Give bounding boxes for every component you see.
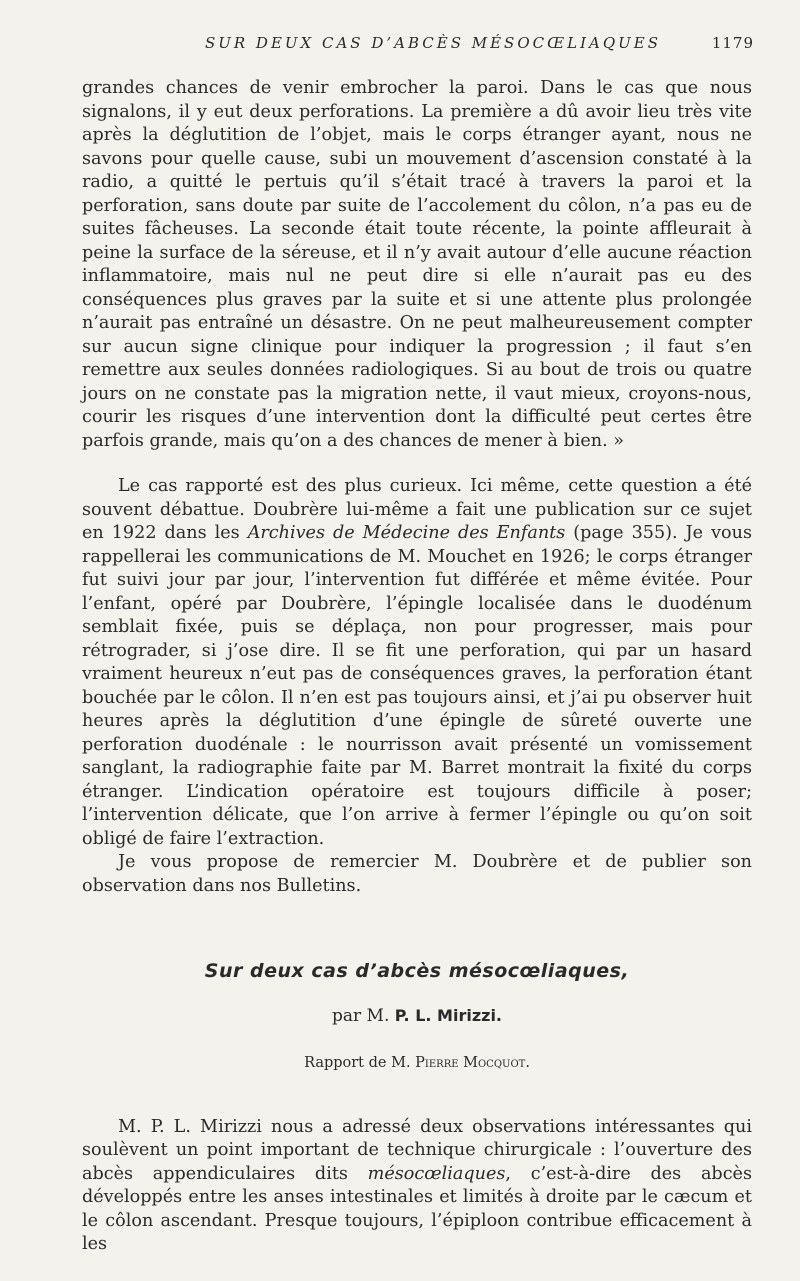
running-title: SUR DEUX CAS D’ABCÈS MÉSOCŒLIAQUES bbox=[204, 34, 662, 52]
body-text bbox=[82, 77, 752, 1257]
article-body-part-2: , c’est-à-dire des abcès développés entre les anses intestinales et limités à droite par le cæcum et le côlon ascendant. Presque toujours, l’épiploon contribue efficacement à les bbox=[82, 1163, 752, 1254]
paragraph-commentary-part-1: Le cas rapporté est des plus curieux. Ici même, cette question a été souvent débattue. Doubrère lui-même a fait une publication sur ce sujet en 1922 dans les bbox=[82, 476, 752, 543]
article-byline bbox=[82, 1004, 752, 1029]
rapport-line bbox=[82, 1052, 752, 1076]
author-name: P. L. Mirizzi. bbox=[394, 1005, 502, 1025]
journal-title: Archives de Médecine des Enfants bbox=[247, 523, 566, 543]
italic-term: mésocœliaques bbox=[367, 1163, 506, 1184]
rapport-prefix: Rapport de M. bbox=[304, 1055, 416, 1071]
article-body-part-1: M. P. L. Mirizzi nous a adressé deux observations intéressantes qui soulèvent un point important de technique chirurgicale : l’ouverture des abcès appendiculaires dits bbox=[82, 1116, 752, 1184]
paragraph-continuation: grandes chances de venir embrocher la paroi. Dans le cas que nous signalons, il y eut deux perforations. La première a dû avoir lieu très vite après la déglutition de l’objet, mais le corps étranger ayant, nous ne savons pour quelle cause, subi un mouvement d’ascension constaté à la radio, a quitté le pertuis qu’il s’était tracé à travers la paroi et la perforation, sans doute par suite de l’accolement du côlon, n’a pas eu de suites fâcheuses. La seconde était toute récente, la pointe affleurait à peine la surface de la séreuse, et il n’y avait autour d’elle aucune réaction inflammatoire, mais nul ne peut dire si elle n’aurait pas eu des conséquences plus graves par la suite et si une attente plus prolongée n’aurait pas entraîné un désastre. On ne peut malheureusement compter sur aucun signe clinique pour indiquer la progression ; il faut s’en remettre aux seules données radiologiques. Si au bout de trois ou quatre jours on ne constate pas la migration nette, il vaut mieux, croyons-nous, courir les risques d’une intervention dont la difficulté peut certes être parfois grande, mais qu’on a des chances de mener à bien. » bbox=[82, 78, 752, 451]
paragraph-commentary-part-2: (page 355). Je vous rappellerai les communications de M. Mouchet en 1926; le corps étranger fut suivi jour par jour, l’intervention fut différée et même évitée. Pour l’enfant, opéré par Doubrère, l’épingle localisée dans le duodénum semblait fixée, puis se déplaça, non pour progresser, mais pour rétrograder, si j’ose dire. Il se fit une perforation, qui par un hasard vraiment heureux n’eut pas de conséquences graves, la perforation étant bouchée par le côlon. Il n’en est pas toujours ainsi, et j’ai pu observer huit heures après la déglutition d’une épingle de sûreté ouverte une perforation duodénale : le nourrisson avait présenté un vomissement sanglant, la radiographie faite par M. Barret montrait la fixité du corps étranger. L’indication opératoire est toujours difficile à poser; l’intervention délicate, que l’on arrive à fermer l’épingle ou qu’on soit obligé de faire l’extraction. bbox=[82, 523, 752, 849]
running-header bbox=[82, 34, 754, 58]
paragraph-article-body bbox=[82, 1116, 752, 1257]
article-title: Sur deux cas d’abcès mésocœliaques, bbox=[204, 960, 630, 982]
paragraph-commentary bbox=[82, 475, 752, 851]
byline-prefix: par M. bbox=[331, 1005, 395, 1026]
rapporteur-name: Pierre Mocquot. bbox=[415, 1055, 530, 1071]
page-number: 1179 bbox=[711, 34, 754, 52]
paragraph-conclusion: Je vous propose de remercier M. Doubrère et de publier son observation dans nos Bulletins. bbox=[82, 852, 752, 896]
